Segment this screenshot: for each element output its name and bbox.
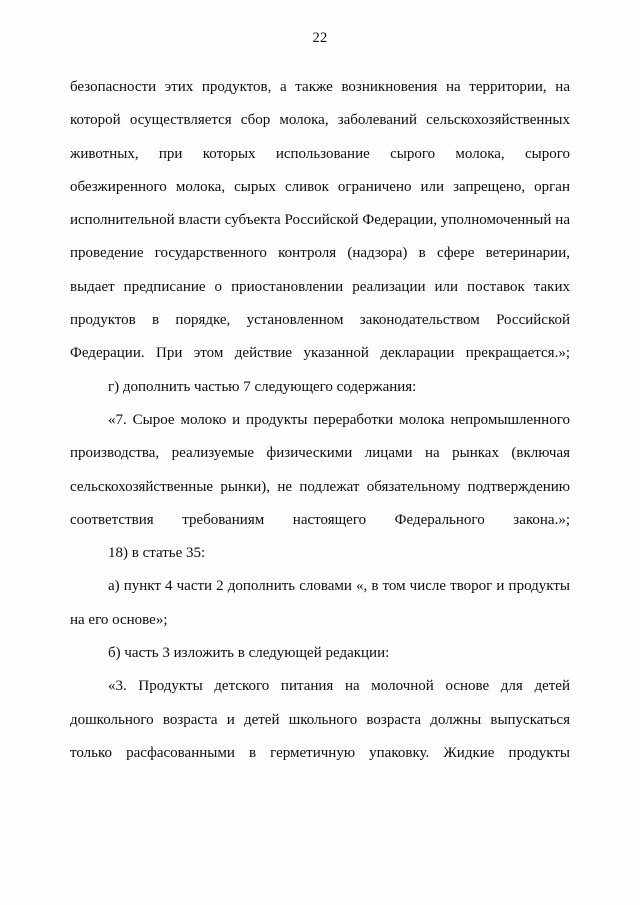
paragraph-5: а) пункт 4 части 2 дополнить словами «, в том числе творог и продукты на его основе»; bbox=[70, 578, 570, 628]
document-body bbox=[70, 71, 570, 770]
paragraph-2: г) дополнить частью 7 следующего содержания: bbox=[108, 378, 417, 395]
paragraph-7: «3. Продукты детского питания на молочной основе для детей дошкольного возраста и детей школьного возраста должны выпускаться только расфасованными в герметичную упаковку. Жидкие продукты bbox=[70, 678, 570, 761]
page-number: 22 bbox=[312, 30, 328, 46]
paragraph-1: безопасности этих продуктов, а также возникновения на территории, на которой осуществляется сбор молока, заболеваний сельскохозяйственных животных, при которых использование сырого молока, сырого обезжиренного молока, сырых сливок ограничено или запрещено, орган исполнительной власти субъекта Российской Федерации, уполномоченный на проведение государственного контроля (надзора) в сфере ветеринарии, выдает предписание о приостановлении реализации или поставок таких продуктов в порядке, установленном законодательством Российской Федерации. При этом действие указанной декларации прекращается.»; bbox=[70, 79, 570, 362]
paragraph-6: б) часть 3 изложить в следующей редакции: bbox=[108, 645, 390, 662]
paragraph-3: «7. Сырое молоко и продукты переработки молока непромышленного производства, реализуемые физическими лицами на рынках (включая сельскохозяйственные рынки), не подлежат обязательному подтверждению соответствия требованиям настоящего Федерального закона.»; bbox=[70, 411, 570, 528]
paragraph-4: 18) в статье 35: bbox=[108, 545, 206, 562]
